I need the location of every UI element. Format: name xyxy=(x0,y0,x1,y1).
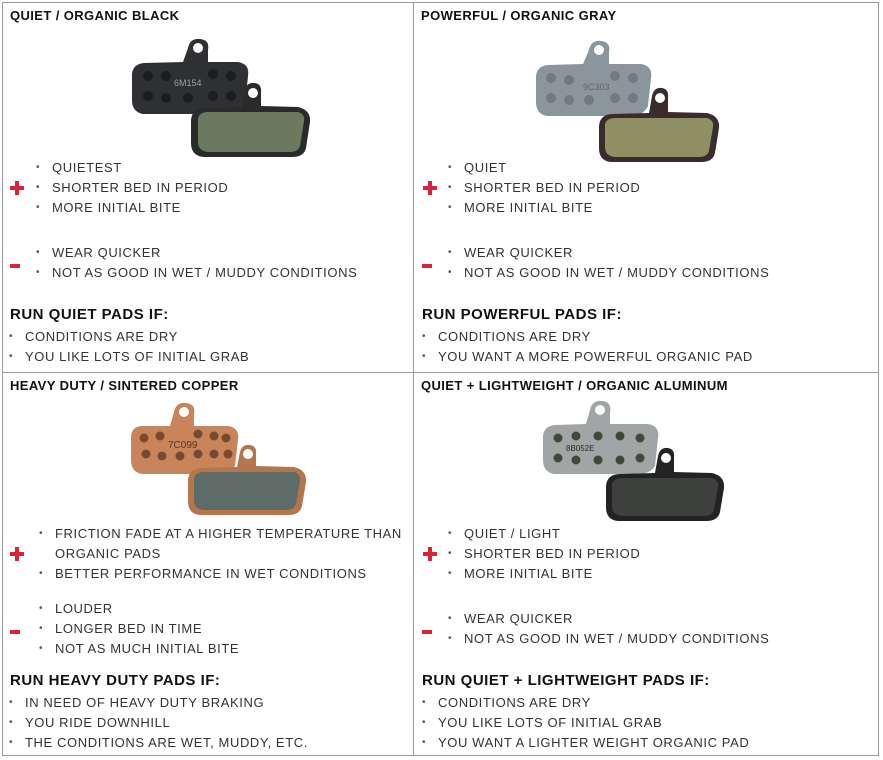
cons-minus-icon xyxy=(422,630,432,634)
cell-title: HEAVY DUTY / SINTERED COPPER xyxy=(10,378,239,393)
conditions-list xyxy=(8,327,249,367)
list-item: • NOT AS GOOD IN WET / MUDDY CONDITIONS xyxy=(32,263,357,283)
list-item: • YOU RIDE DOWNHILL xyxy=(8,713,308,733)
list-item: • CONDITIONS ARE DRY xyxy=(8,327,249,347)
list-item: • LONGER BED IN TIME xyxy=(35,619,239,639)
front-pad xyxy=(132,39,248,114)
list-item: • YOU WANT A LIGHTER WEIGHT ORGANIC PAD xyxy=(421,733,749,753)
cons-list xyxy=(444,243,769,283)
pros-list xyxy=(444,524,640,584)
front-pad xyxy=(536,41,651,116)
pros-plus-icon xyxy=(423,547,437,561)
run-heading: RUN QUIET PADS IF: xyxy=(10,306,169,323)
list-item: • IN NEED OF HEAVY DUTY BRAKING xyxy=(8,693,308,713)
cons-list xyxy=(32,243,357,283)
list-item: • MORE INITIAL BITE xyxy=(32,198,228,218)
list-item: • THE CONDITIONS ARE WET, MUDDY, ETC. xyxy=(8,733,308,753)
brake-pads-image xyxy=(540,400,732,524)
list-item: • NOT AS GOOD IN WET / MUDDY CONDITIONS xyxy=(444,629,769,649)
cons-minus-icon xyxy=(10,630,20,634)
brake-pads-image xyxy=(533,40,725,165)
conditions-list xyxy=(8,693,308,753)
pros-list xyxy=(444,158,640,218)
list-item: • YOU LIKE LOTS OF INITIAL GRAB xyxy=(8,347,249,367)
list-item: • FRICTION FADE AT A HIGHER TEMPERATURE THAN xyxy=(35,524,402,544)
cell-title: POWERFUL / ORGANIC GRAY xyxy=(421,8,617,23)
list-item: • SHORTER BED IN PERIOD xyxy=(444,544,640,564)
run-heading: RUN QUIET + LIGHTWEIGHT PADS IF: xyxy=(422,672,710,689)
pros-plus-icon xyxy=(10,181,24,195)
pros-plus-icon xyxy=(10,547,24,561)
list-item: • MORE INITIAL BITE xyxy=(444,198,640,218)
pad-code: 7C099 xyxy=(168,440,198,451)
pad-code: 9C303 xyxy=(583,82,610,92)
list-item: • QUIET xyxy=(444,158,640,178)
brake-pads-image xyxy=(128,38,318,158)
row-divider xyxy=(2,372,879,373)
pad-code: 8B052E xyxy=(566,444,595,453)
list-item: • SHORTER BED IN PERIOD xyxy=(444,178,640,198)
list-item: • CONDITIONS ARE DRY xyxy=(421,327,753,347)
column-divider xyxy=(413,2,414,756)
conditions-list xyxy=(421,327,753,367)
cons-list xyxy=(35,599,239,659)
run-heading: RUN HEAVY DUTY PADS IF: xyxy=(10,672,221,689)
list-item: • CONDITIONS ARE DRY xyxy=(421,693,749,713)
list-item: • LOUDER xyxy=(35,599,239,619)
list-item xyxy=(35,544,402,564)
list-item: • BETTER PERFORMANCE IN WET CONDITIONS xyxy=(35,564,402,584)
pros-list xyxy=(32,158,228,218)
pros-list xyxy=(35,524,402,584)
list-item-continuation: ORGANIC PADS xyxy=(55,546,161,561)
list-item: • NOT AS GOOD IN WET / MUDDY CONDITIONS xyxy=(444,263,769,283)
front-pad xyxy=(543,401,658,474)
list-item: • WEAR QUICKER xyxy=(444,609,769,629)
pros-plus-icon xyxy=(423,181,437,195)
cell-title: QUIET / ORGANIC BLACK xyxy=(10,8,180,23)
list-item: • WEAR QUICKER xyxy=(32,243,357,263)
list-item: • QUIET / LIGHT xyxy=(444,524,640,544)
list-item: • SHORTER BED IN PERIOD xyxy=(32,178,228,198)
list-item: • NOT AS MUCH INITIAL BITE xyxy=(35,639,239,659)
brake-pads-image xyxy=(128,402,318,520)
cons-minus-icon xyxy=(10,264,20,268)
cons-list xyxy=(444,609,769,649)
front-pad xyxy=(131,403,238,474)
list-item: • WEAR QUICKER xyxy=(444,243,769,263)
list-item: • YOU LIKE LOTS OF INITIAL GRAB xyxy=(421,713,749,733)
list-item: • YOU WANT A MORE POWERFUL ORGANIC PAD xyxy=(421,347,753,367)
conditions-list xyxy=(421,693,749,753)
list-item: • QUIETEST xyxy=(32,158,228,178)
cell-title: QUIET + LIGHTWEIGHT / ORGANIC ALUMINUM xyxy=(421,378,728,393)
cons-minus-icon xyxy=(422,264,432,268)
list-item: • MORE INITIAL BITE xyxy=(444,564,640,584)
run-heading: RUN POWERFUL PADS IF: xyxy=(422,306,622,323)
pad-code: 6M154 xyxy=(174,78,202,88)
